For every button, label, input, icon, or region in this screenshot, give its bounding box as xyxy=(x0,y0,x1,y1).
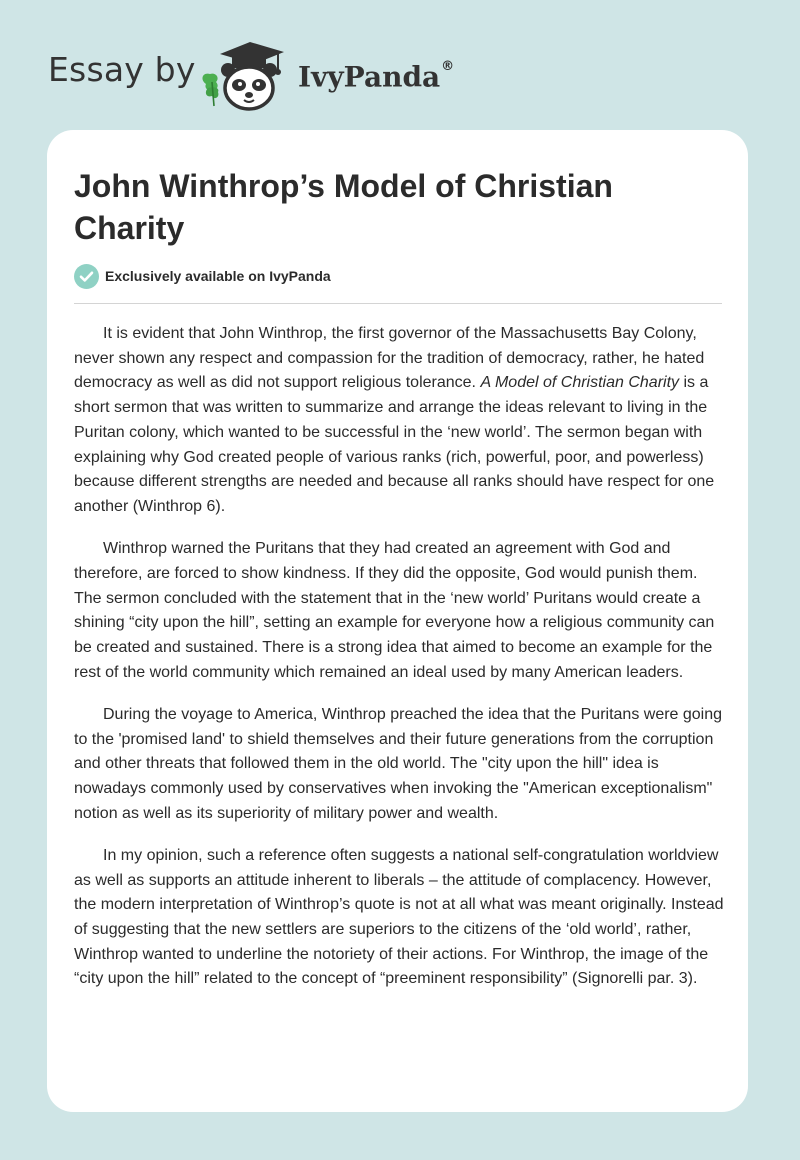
title-divider xyxy=(74,303,722,304)
ivypanda-logo-icon[interactable] xyxy=(198,36,290,112)
essay-card xyxy=(47,130,748,1112)
paragraph-1: It is evident that John Winthrop, the first governor of the Massachusetts Bay Colony, never shown any respect and compassion for the tradition of democracy, rather, he hated democracy as well as did not support religious tolerance. A Model of Christian Charity is a short sermon that was written to summarize and arrange the ideas relevant to living in the Puritan colony, which wanted to be successful in the ‘new world’. The sermon began with explaining why God created people of various ranks (rich, powerful, poor, and powerless) because different strengths are needed and because all ranks should have respect for one another (Winthrop 6). xyxy=(74,325,715,515)
brand-name: IvyPanda xyxy=(298,60,441,94)
exclusive-badge xyxy=(74,263,331,289)
ivy-leaf-icon xyxy=(203,74,219,106)
paragraph-4: In my opinion, such a reference often suggests a national self-congratulation worldview as well as supports an attitude inherent to liberals – the attitude of complacency. However, the modern interpretation of Winthrop’s quote is not at all what was meant originally. Instead of suggesting that the new settlers are superiors to the citizens of the ‘old world’, rather, Winthrop wanted to underline the notoriety of their actions. For Winthrop, the image of the “city upon the hill” related to the concept of “preeminent responsibility” (Signorelli par. 3). xyxy=(74,846,724,988)
site-header xyxy=(0,0,800,130)
registered-mark: ® xyxy=(441,59,455,74)
essay-body xyxy=(74,322,724,1010)
paragraph-2: Winthrop warned the Puritans that they had created an agreement with God and therefore, are forced to show kindness. If they did the opposite, God would punish them. The sermon concluded with the statement that in the ‘new world’ Puritans would create a shining “city upon the hill”, setting an example for everyone how a religious community can be created and sustained. There is a strong idea that aimed to become an example for the rest of the world community which remained an ideal used by many American leaders. xyxy=(74,540,715,681)
essay-by-label: Essay by xyxy=(48,50,196,89)
exclusive-label: Exclusively available on IvyPanda xyxy=(105,268,331,284)
check-circle-icon xyxy=(74,264,99,289)
paragraph-3: During the voyage to America, Winthrop preached the idea that the Puritans were going to the 'promised land' to shield themselves and their future generations from the corruption and other threats that followed them in the old world. The "city upon the hill" idea is nowadays commonly used by conservatives when invoking the "American exceptionalism" notion as well as its superiority of military power and wealth. xyxy=(74,705,723,822)
ivypanda-brand[interactable] xyxy=(298,55,454,95)
essay-title: John Winthrop’s Model of Christian Charity xyxy=(74,168,613,246)
work-title-italic: A Model of Christian Charity xyxy=(480,374,680,392)
